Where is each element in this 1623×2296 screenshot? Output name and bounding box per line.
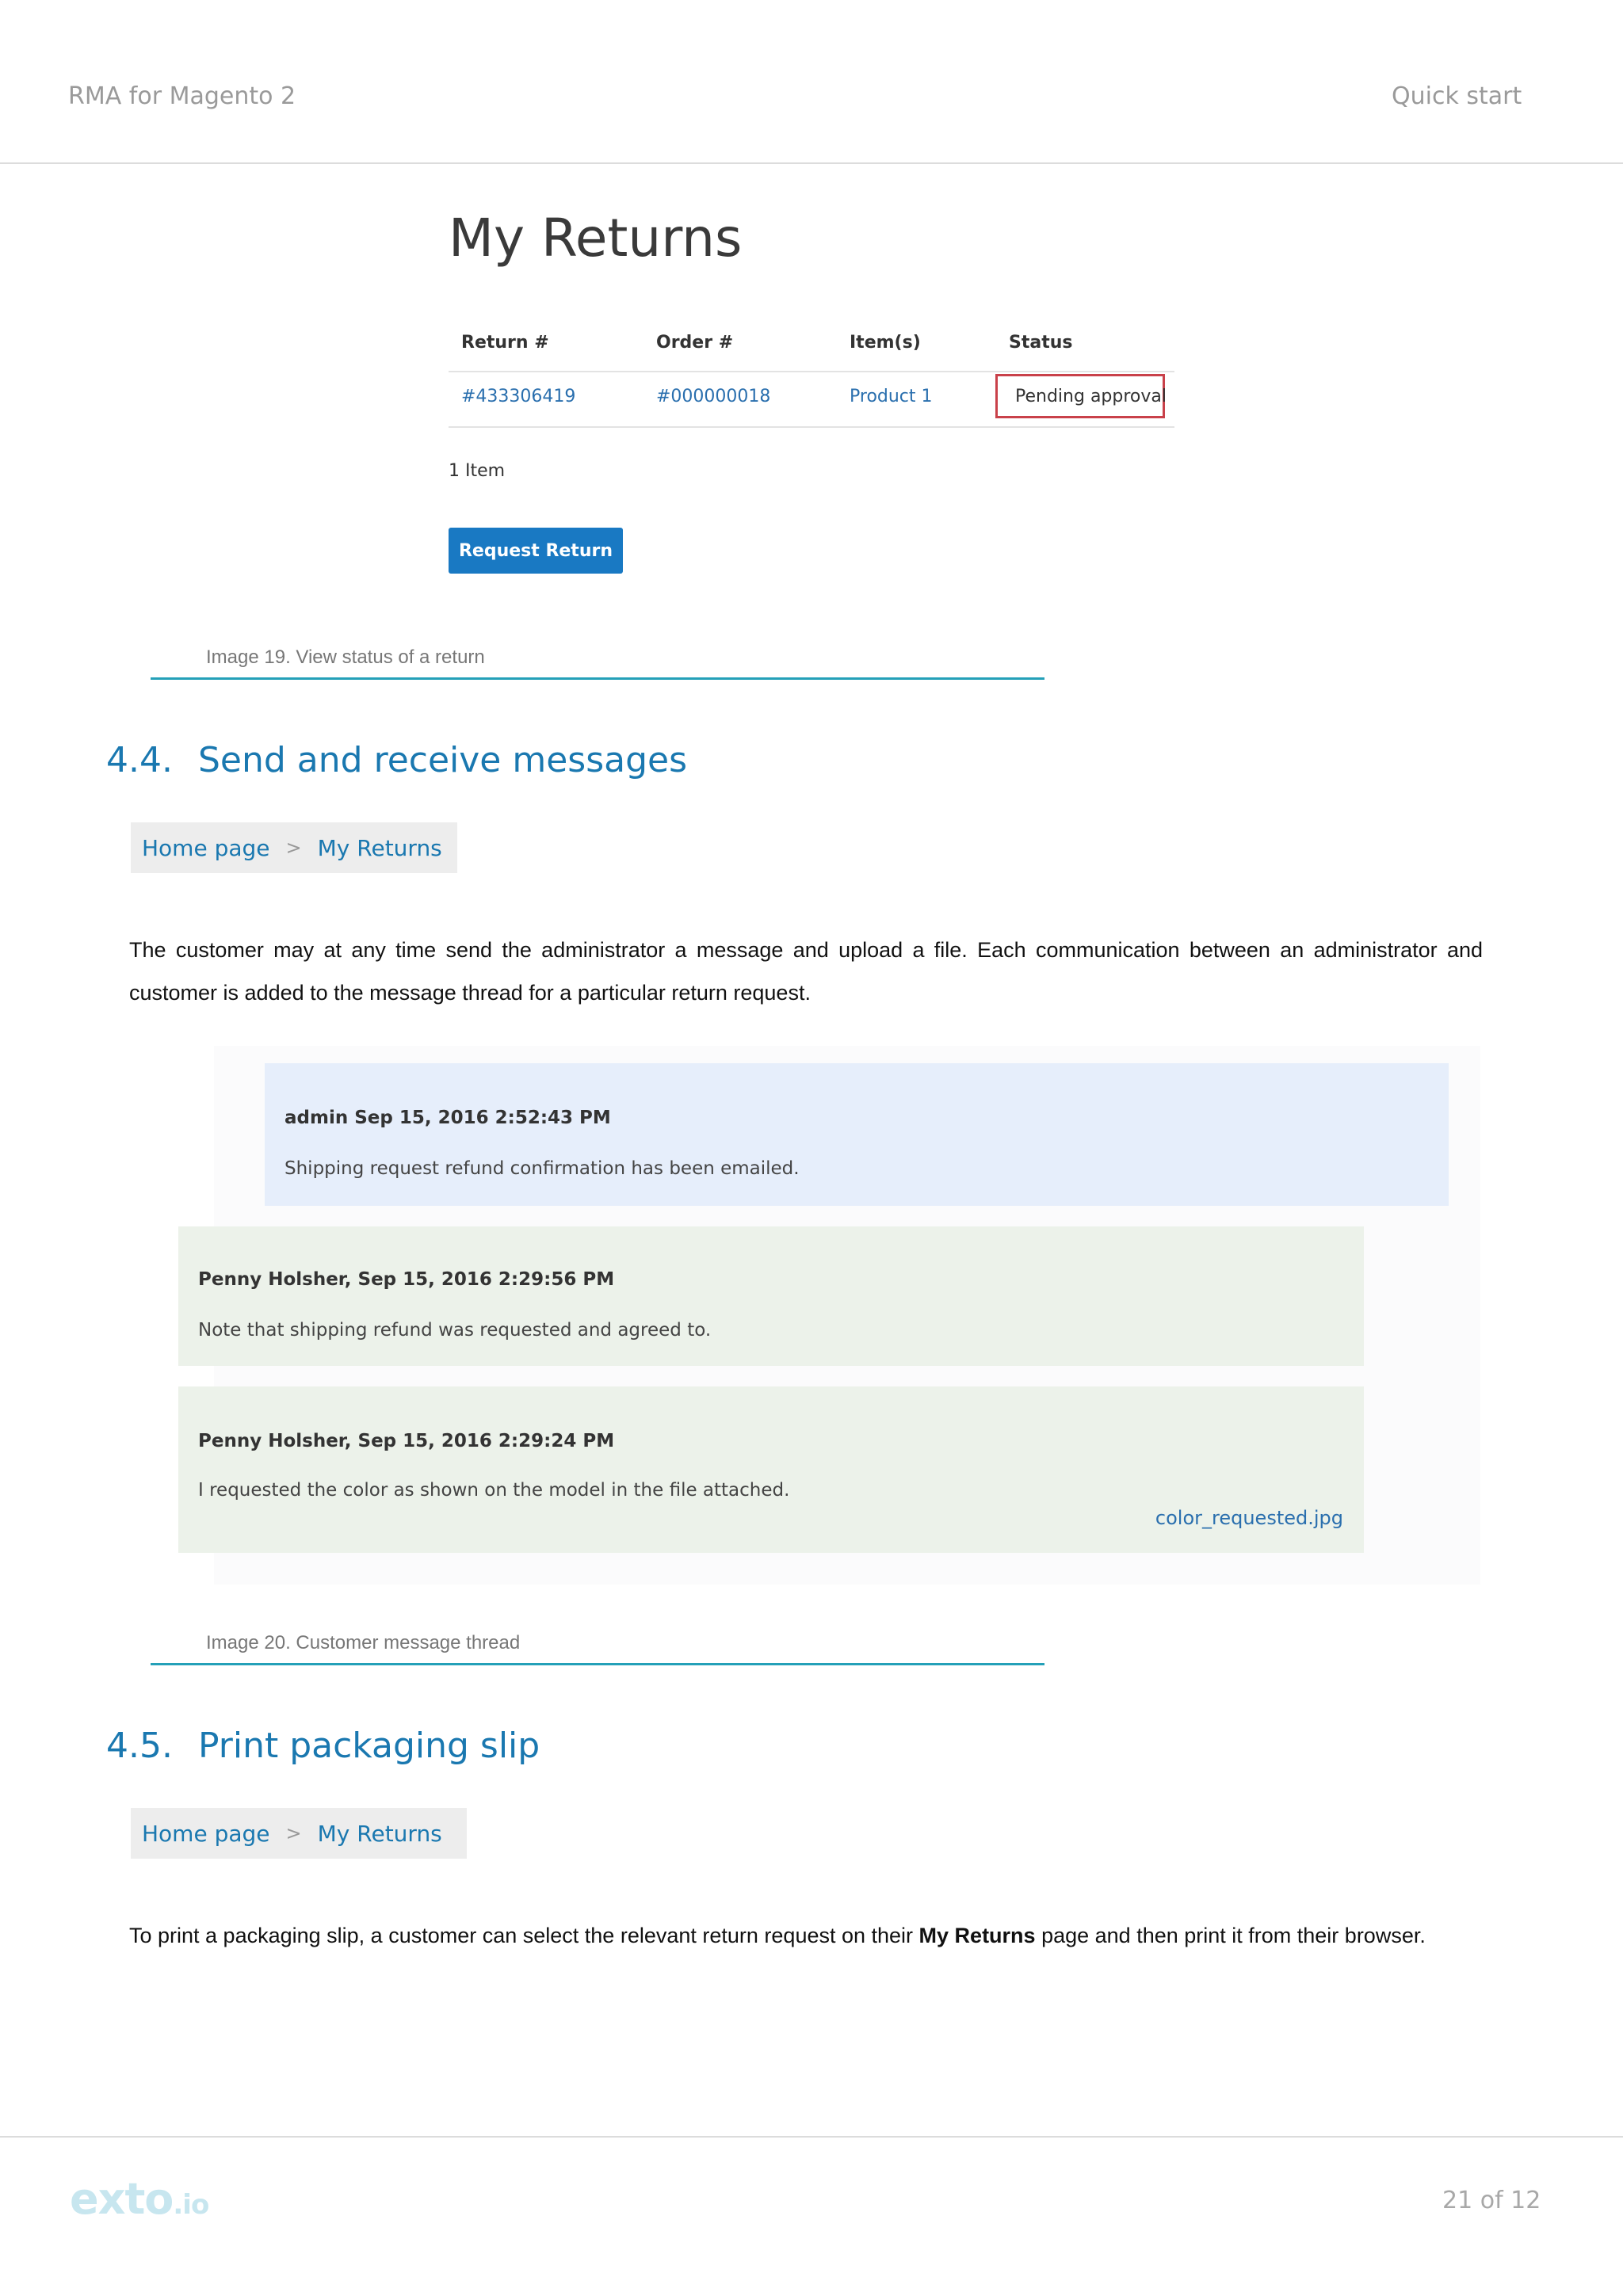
breadcrumb-separator: > <box>285 837 302 859</box>
customer-message-2 <box>178 1386 1364 1553</box>
order-number-link[interactable]: #000000018 <box>656 387 771 406</box>
customer-message-2-body: I requested the color as shown on the model in the file attached. <box>198 1480 790 1501</box>
breadcrumb-2 <box>131 1808 467 1859</box>
breadcrumb-2-current[interactable]: My Returns <box>317 1820 442 1847</box>
header-divider <box>0 162 1623 164</box>
customer-message-1 <box>178 1226 1364 1366</box>
footer-divider <box>0 2136 1623 2138</box>
col-order-header: Order # <box>656 333 734 353</box>
status-value: Pending approval <box>1015 387 1167 406</box>
breadcrumb-current[interactable]: My Returns <box>317 834 442 861</box>
table-header-divider <box>449 371 1174 372</box>
my-returns-title: My Returns <box>449 208 743 269</box>
status-highlight-box <box>995 374 1165 418</box>
image-19-caption: Image 19. View status of a return <box>206 646 485 668</box>
attachment-link[interactable]: color_requested.jpg <box>1155 1507 1343 1529</box>
returns-table <box>449 326 1174 429</box>
return-number-link[interactable]: #433306419 <box>461 387 576 406</box>
section-4-4-title: Send and receive messages <box>198 740 688 780</box>
col-items-header: Item(s) <box>850 333 921 353</box>
exto-logo: exto.io <box>70 2174 209 2224</box>
breadcrumb-2-home[interactable]: Home page <box>142 1820 270 1847</box>
section-4-4-paragraph: The customer may at any time send the administrator a message and upload a file. Each communication between an administrator and customer is added to the message thread for a particular return request. <box>129 938 1483 1005</box>
items-count: 1 Item <box>449 461 506 481</box>
image-20-caption: Image 20. Customer message thread <box>206 1632 521 1653</box>
section-4-4-number: 4.4. <box>106 740 173 780</box>
caption-19-rule <box>151 677 1044 680</box>
header-section-title: Quick start <box>1392 82 1522 110</box>
customer-message-2-header: Penny Holsher, Sep 15, 2016 2:29:24 PM <box>198 1431 615 1451</box>
page-number: 21 of 12 <box>1442 2187 1541 2214</box>
col-status-header: Status <box>1009 333 1073 353</box>
customer-message-1-header: Penny Holsher, Sep 15, 2016 2:29:56 PM <box>198 1269 615 1290</box>
product-link[interactable]: Product 1 <box>850 387 933 406</box>
header-doc-title: RMA for Magento 2 <box>68 82 296 110</box>
breadcrumb-2-separator: > <box>285 1822 302 1844</box>
caption-20-rule <box>151 1663 1044 1665</box>
admin-message <box>265 1063 1449 1206</box>
section-4-5-number: 4.5. <box>106 1726 173 1766</box>
paragraph-text-start: To print a packaging slip, a customer can select the relevant return request on their <box>129 1924 919 1947</box>
admin-message-body: Shipping request refund confirmation has been emailed. <box>285 1158 800 1179</box>
section-4-5-title: Print packaging slip <box>198 1726 540 1766</box>
breadcrumb <box>131 822 457 873</box>
breadcrumb-home[interactable]: Home page <box>142 834 270 861</box>
paragraph-text-end: page and then print it from their browser. <box>1035 1924 1426 1947</box>
paragraph-bold-my-returns: My Returns <box>918 1924 1036 1947</box>
request-return-button[interactable]: Request Return <box>449 528 623 574</box>
customer-message-1-body: Note that shipping refund was requested and agreed to. <box>198 1320 712 1341</box>
col-return-header: Return # <box>461 333 549 353</box>
table-row-divider <box>449 426 1174 428</box>
admin-message-header: admin Sep 15, 2016 2:52:43 PM <box>285 1108 611 1128</box>
section-4-5-paragraph <box>129 1914 1524 1957</box>
